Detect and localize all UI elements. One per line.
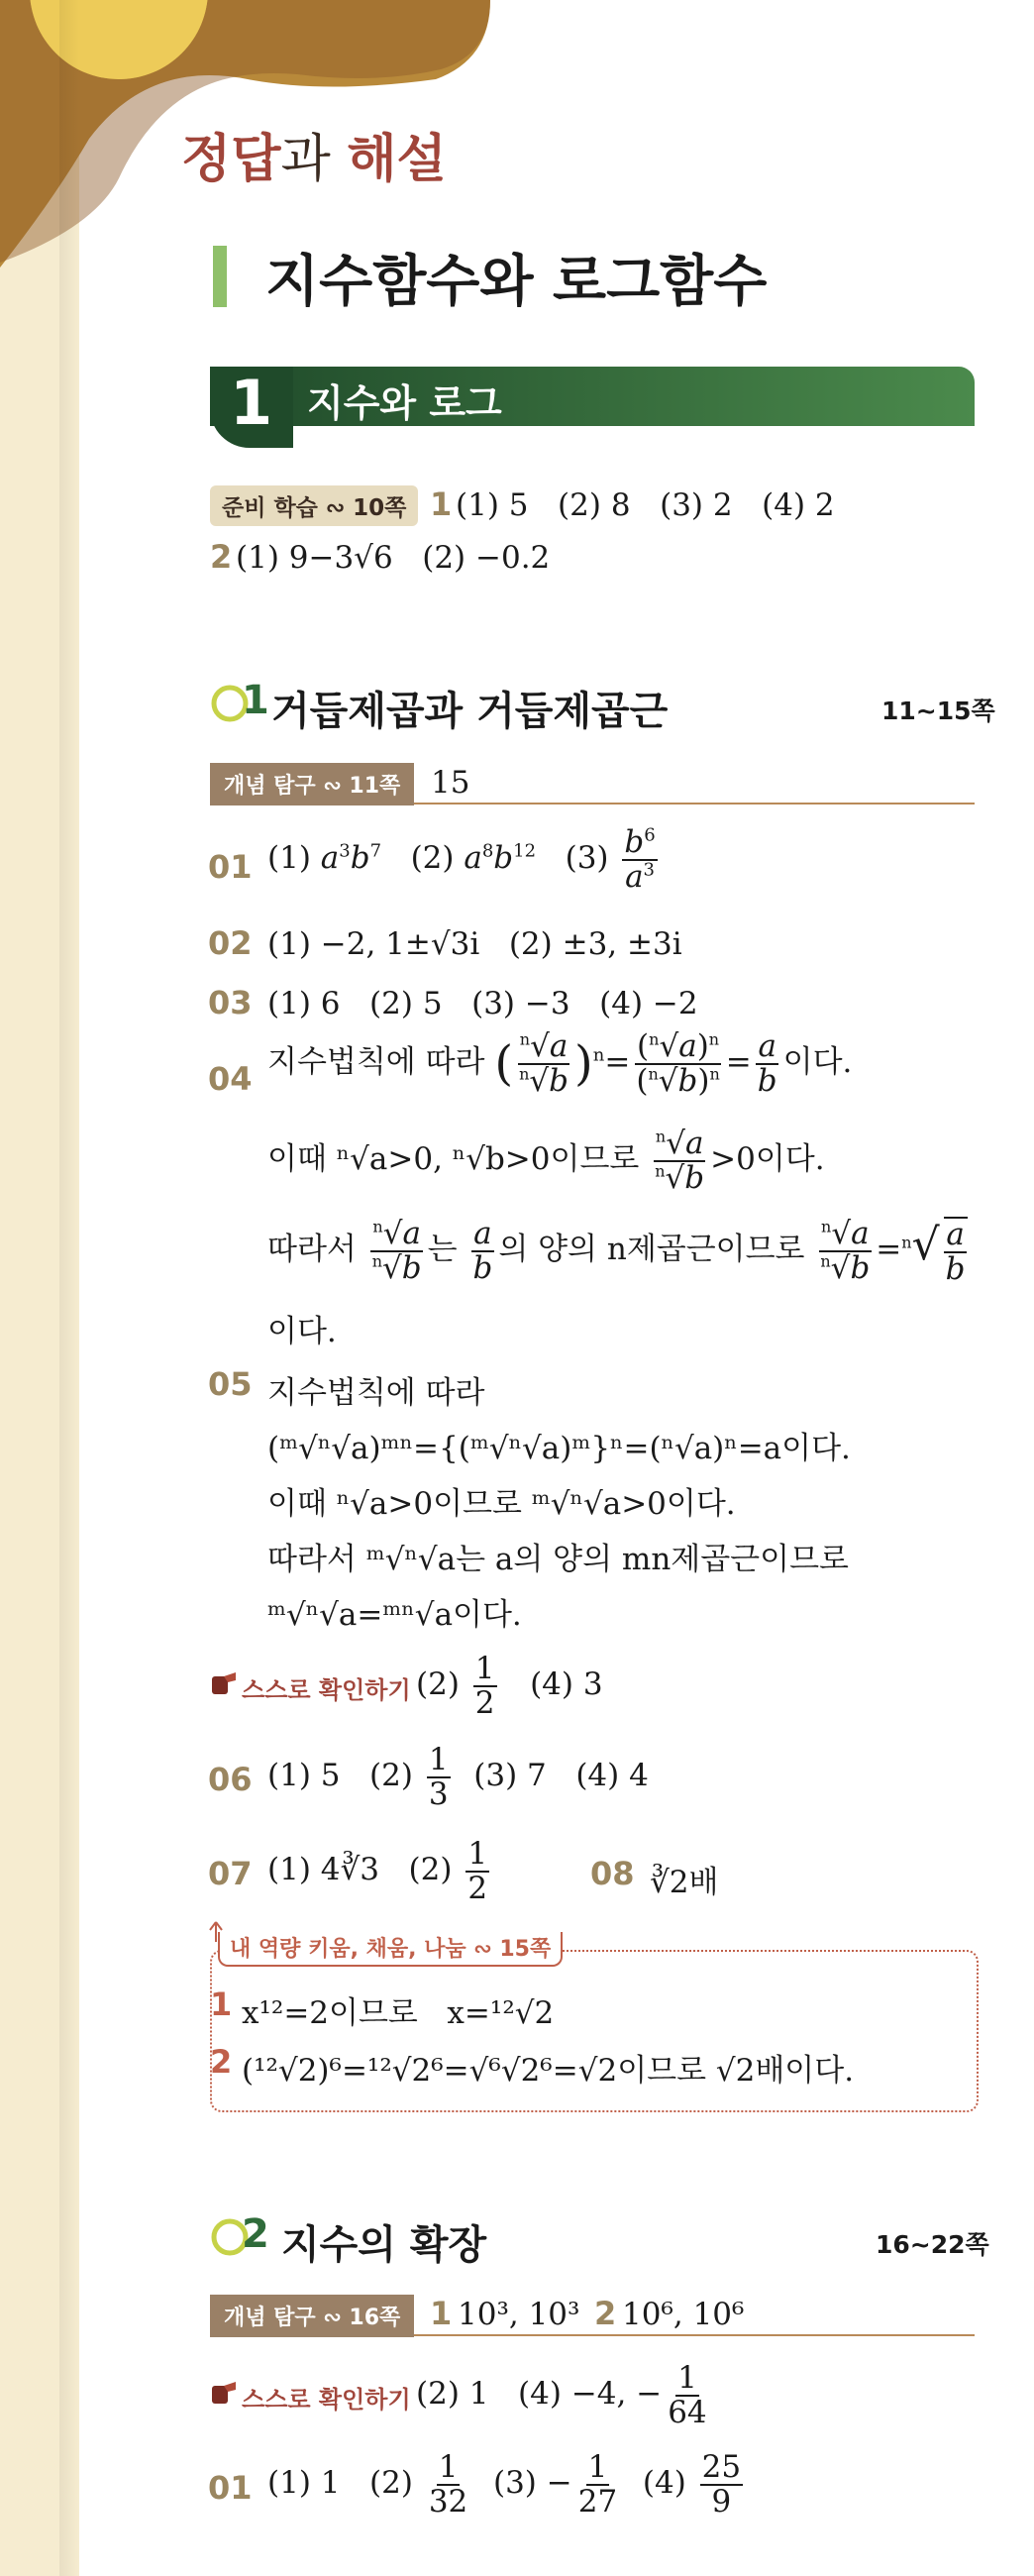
header-title-part2: 과 xyxy=(280,130,348,189)
self-check-a: (2) xyxy=(416,1666,460,1703)
answer-03-text: (1) 6 (2) 5 (3) −3 (4) −2 xyxy=(267,986,698,1021)
answer-05-line3: 이때 ⁿ√a>0이므로 ᵐ√ⁿ√a>0이다. xyxy=(267,1486,736,1522)
section2-badge-ans1-num: 1 xyxy=(430,2295,453,2332)
answer-04-line1-text: 지수법칙에 따라 xyxy=(267,1044,485,1081)
self-check-label-text: 스스로 확인하기 xyxy=(242,1676,411,1704)
answer-08-text: ∛2배 xyxy=(650,1865,719,1900)
answer-06-text-a: (1) 5 (2) xyxy=(267,1758,413,1794)
section2-title: 지수의 확장 xyxy=(281,2222,487,2268)
s2-answer-01-num: 01 xyxy=(208,2469,253,2507)
answer-05-num: 05 xyxy=(208,1365,253,1403)
section2-number: 2 xyxy=(242,2211,269,2257)
answer-07-text: (1) 4∛3 (2) $\frac{1}{2}$ xyxy=(267,1836,488,1906)
answer-04-line4: 이다. xyxy=(267,1314,337,1349)
section2-pages: 16~22쪽 xyxy=(876,2230,989,2259)
answer-04-line2a: 이때 ⁿ√a>0, ⁿ√b>0이므로 xyxy=(267,1141,640,1178)
answer-04-num: 04 xyxy=(208,1060,253,1098)
answer-08-num: 08 xyxy=(590,1855,635,1892)
answer-04-line3b: 는 xyxy=(427,1232,458,1268)
prep-line2-num: 2 xyxy=(210,538,233,576)
answer-05-line4: 따라서 ᵐ√ⁿ√a는 a의 양의 mn제곱근이므로 xyxy=(267,1542,849,1577)
answer-04-line1: 지수법칙에 따라 ( $\frac{^n√a}{^n√b}$ )$^n$= $\frac{(^n√a)^n}{(^n√b)^n}$ = $\frac{a}{b}$ 이다. xyxy=(267,1028,853,1099)
section2-badge-ans1-text: 10³, 10³ xyxy=(458,2297,580,2332)
page-left-shadow xyxy=(59,0,79,2576)
s2-answer-01-text-a: (1) 1 (2) xyxy=(267,2465,413,2502)
competency-line2-num: 2 xyxy=(210,2043,233,2081)
answer-01-num: 01 xyxy=(208,848,253,886)
hand-check-icon xyxy=(210,1670,240,1698)
section2-badge-ans2-num: 2 xyxy=(594,2295,617,2332)
unit-title: 지수와 로그 xyxy=(307,381,502,425)
answer-04-line3c: 의 양의 n제곱근이므로 xyxy=(498,1232,805,1268)
unit-number: 1 xyxy=(230,367,273,439)
answer-05-line2: (ᵐ√ⁿ√a)ᵐⁿ={(ᵐ√ⁿ√a)ᵐ}ⁿ=(ⁿ√a)ⁿ=a이다. xyxy=(267,1431,851,1466)
competency-line1-text: x¹²=2이므로 x=¹²√2 xyxy=(242,1995,555,2031)
chapter-bar xyxy=(213,246,227,307)
section1-pages: 11~15쪽 xyxy=(881,697,995,725)
arrow-up-icon xyxy=(206,1920,226,1942)
self-check-label-2 xyxy=(242,2380,411,2415)
competency-line2-text: (¹²√2)⁶=¹²√2⁶=√⁶√2⁶=√2이므로 √2배이다. xyxy=(242,2053,855,2089)
self-check-label-2-text: 스스로 확인하기 xyxy=(242,2386,411,2414)
self-check-2-answers: (2) 1 (4) −4, − $\frac{1}{64}$ xyxy=(416,2360,707,2430)
page-header-title xyxy=(181,117,447,191)
answer-07-text-a: (1) 4∛3 (2) xyxy=(267,1852,453,1888)
self-check-label xyxy=(242,1670,411,1705)
section1-badge: 개념 탐구 ∾ 11쪽 xyxy=(210,763,414,805)
answer-05-line1: 지수법칙에 따라 xyxy=(267,1375,485,1411)
answer-01-text: (1) $a^3b^7$ (2) $a^8b^{12}$ (3) $\frac{b^6}{a^3}$ xyxy=(267,824,656,895)
section1-badge-answer: 15 xyxy=(431,765,470,801)
competency-label: 내 역량 키움, 채움, 나눔 ∾ 15쪽 xyxy=(230,1937,552,1962)
self-check-answers: (2) $\frac{1}{2}$ (4) 3 xyxy=(416,1651,603,1721)
competency-label-box xyxy=(218,1932,563,1967)
answer-05-line5: ᵐ√ⁿ√a=ᵐⁿ√a이다. xyxy=(267,1597,522,1633)
section1-number: 1 xyxy=(242,678,269,723)
section2-badge: 개념 탐구 ∾ 16쪽 xyxy=(210,2295,414,2337)
hand-check-icon-2 xyxy=(210,2380,240,2408)
answer-03-num: 03 xyxy=(208,984,253,1021)
answer-04-line3: 따라서 $\frac{^n√a}{^n√b}$ 는 $\frac{a}{b}$ 의 양의 n제곱근이므로 $\frac{^n√a}{^n√b}$ =$^n$√ $\frac{a}{b}$ xyxy=(267,1216,966,1287)
prep-line1-text: (1) 5 (2) 8 (3) 2 (4) 2 xyxy=(456,487,835,523)
answer-02-num: 02 xyxy=(208,924,253,962)
answer-04-line3a: 따라서 xyxy=(267,1232,357,1268)
header-title-part3: 해설 xyxy=(347,130,447,189)
chapter-title: 지수함수와 로그함수 xyxy=(265,250,768,314)
prep-badge xyxy=(210,485,418,526)
s2-answer-01-text: (1) 1 (2) $\frac{1}{32}$ (3) − $\frac{1}{27}$ (4) $\frac{25}{9}$ xyxy=(267,2449,742,2520)
section1-title: 거듭제곱과 거듭제곱근 xyxy=(271,689,669,734)
prep-line2-text: (1) 9−3√6 (2) −0.2 xyxy=(236,540,551,576)
self-check-b: (4) 3 xyxy=(530,1666,603,1703)
section2-badge-ans2-text: 10⁶, 10⁶ xyxy=(622,2297,745,2332)
answer-06-text: (1) 5 (2) $\frac{1}{3}$ (3) 7 (4) 4 xyxy=(267,1742,649,1812)
answer-07-num: 07 xyxy=(208,1855,253,1892)
competency-line1-num: 1 xyxy=(210,1986,233,2023)
answer-06-text-b: (3) 7 (4) 4 xyxy=(473,1758,649,1794)
prep-badge-label: 준비 학습 ∾ 10쪽 xyxy=(222,495,407,521)
answer-04-line2: 이때 ⁿ√a>0, ⁿ√b>0이므로 $\frac{^n√a}{^n√b}$ >0이다. xyxy=(267,1126,825,1196)
self-check-2-text: (2) 1 (4) −4, − xyxy=(416,2376,663,2413)
header-title-part1: 정답 xyxy=(181,130,281,189)
answer-04-line2b: >0이다. xyxy=(710,1141,825,1178)
answer-02-text: (1) −2, 1±√3i (2) ±3, ±3i xyxy=(267,926,682,962)
answer-06-num: 06 xyxy=(208,1761,253,1798)
prep-line1-num: 1 xyxy=(430,485,453,523)
